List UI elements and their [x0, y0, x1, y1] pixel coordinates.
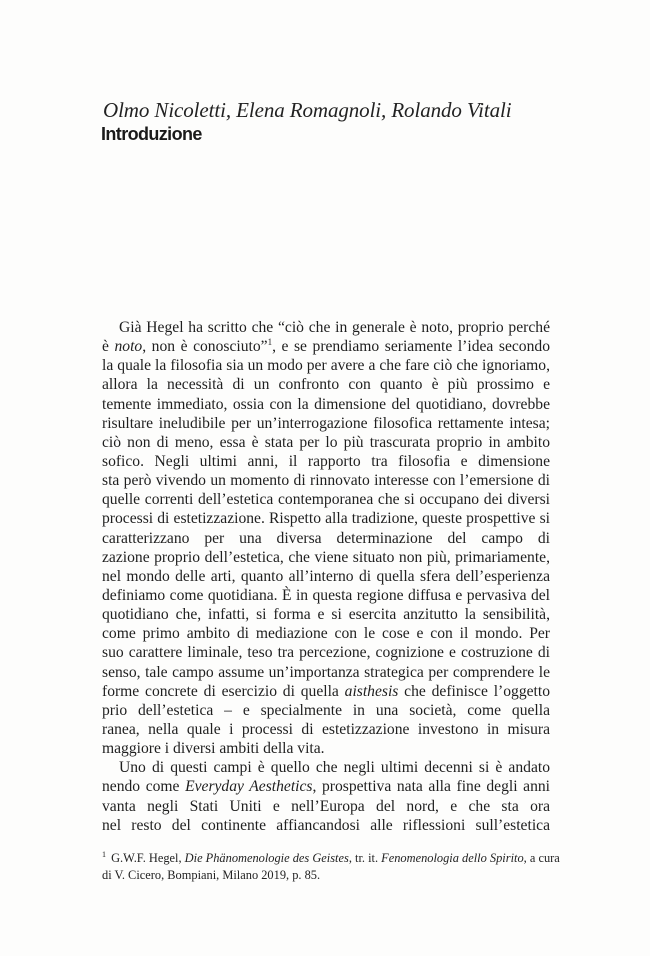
text-line: quelle correnti dell’estetica contemporanea che si occupano dei diversi — [102, 491, 550, 509]
text-line — [102, 337, 550, 356]
body-text — [102, 318, 550, 835]
text-line: la quale la filosofia sia un modo per avere a che fare ciò che ignoriamo, — [102, 357, 550, 375]
footnote-line: di V. Cicero, Bompiani, Milano 2019, p. 85. — [102, 867, 321, 882]
text-line: nel mondo delle arti, quanto all’interno di quella sfera dell’esperienza — [102, 567, 550, 585]
text-span: nendo come — [102, 778, 186, 796]
text-line: prio dell’estetica – e specialmente in una società, come quella — [102, 701, 550, 719]
text-line — [102, 682, 550, 701]
text-span: , tr. it. — [348, 851, 382, 865]
text-span: , non è conosciuto” — [142, 338, 268, 356]
text-line — [102, 777, 550, 796]
text-line: allora la necessità di un confronto con quanto è più prossimo e — [102, 376, 550, 394]
text-span: , e se prendiamo seriamente l’idea secondo — [272, 338, 550, 356]
text-span: che definisce l’oggetto — [404, 682, 550, 700]
text-line: Già Hegel ha scritto che “ciò che in generale è noto, proprio perché — [119, 319, 550, 336]
text-span: G.W.F. Hegel, — [108, 851, 185, 865]
text-line: risultare ineludibile per un’interrogazione filosofica rettamente intesa; — [102, 414, 550, 432]
text-line: quotidiano che, infatti, si forma e si esercita anzitutto la sensibilità, — [102, 606, 550, 624]
italic-text: noto — [114, 338, 143, 356]
text-line: sta però vivendo un momento di rinnovato interesse con l’emersione di — [102, 472, 550, 490]
text-line: suo carattere liminale, teso tra percezione, cognizione e costruzione di — [102, 644, 550, 662]
chapter-title: Introduzione — [101, 124, 202, 144]
text-line: vanta negli Stati Uniti e nell’Europa del nord, e che sta ora — [102, 797, 550, 815]
italic-text: Everyday Aesthetics — [185, 778, 313, 796]
text-span: , a cura — [523, 851, 560, 865]
chapter-authors: Olmo Nicoletti, Elena Romagnoli, Rolando Vitali — [103, 98, 512, 122]
text-line: caratterizzano per una diversa determinazione del campo di — [102, 529, 550, 547]
italic-text: Die Phänomenologie des Geistes — [184, 851, 349, 865]
text-line: ranea, nella quale i processi di estetizzazione investono in misura — [102, 720, 550, 738]
text-line: maggiore i diversi ambiti della vita. — [102, 740, 325, 758]
text-line: nel resto del continente affiancandosi alle riflessioni sull’estetica — [102, 816, 550, 834]
text-span: forme concrete di esercizio di quella — [102, 682, 345, 700]
footnote-reference[interactable]: 1 — [267, 337, 273, 347]
footnote — [102, 849, 560, 883]
italic-text: Fenomenologia dello Spirito — [381, 851, 524, 865]
text-line: zazione proprio dell’estetica, che viene situato non più, primariamente, — [102, 548, 550, 566]
text-line: Uno di questi campi è quello che negli ultimi decenni si è andato — [119, 759, 550, 777]
text-line: sofico. Negli ultimi anni, il rapporto tra filosofia e dimensione — [102, 452, 550, 470]
text-line: senso, tale campo assume un’importanza strategica per comprendere le — [102, 663, 550, 681]
text-line: definiamo come quotidiana. È in questa regione diffusa e pervasiva del — [102, 586, 550, 604]
footnote-number: 1 — [102, 849, 106, 859]
text-line: processi di estetizzazione. Rispetto alla tradizione, queste prospettive si — [102, 510, 550, 528]
text-line: ciò non di meno, essa è stata per lo più trascurata proprio in ambito — [102, 433, 550, 451]
footnote-line — [102, 849, 560, 867]
italic-text: aisthesis — [344, 682, 399, 700]
text-line: temente immediato, ossia con la dimensione del quotidiano, dovrebbe — [102, 395, 550, 413]
text-span: è — [102, 338, 115, 356]
text-line: come primo ambito di mediazione con le cose e con il mondo. Per — [102, 625, 550, 643]
text-span: , prospettiva nata alla fine degli anni — [312, 778, 550, 796]
